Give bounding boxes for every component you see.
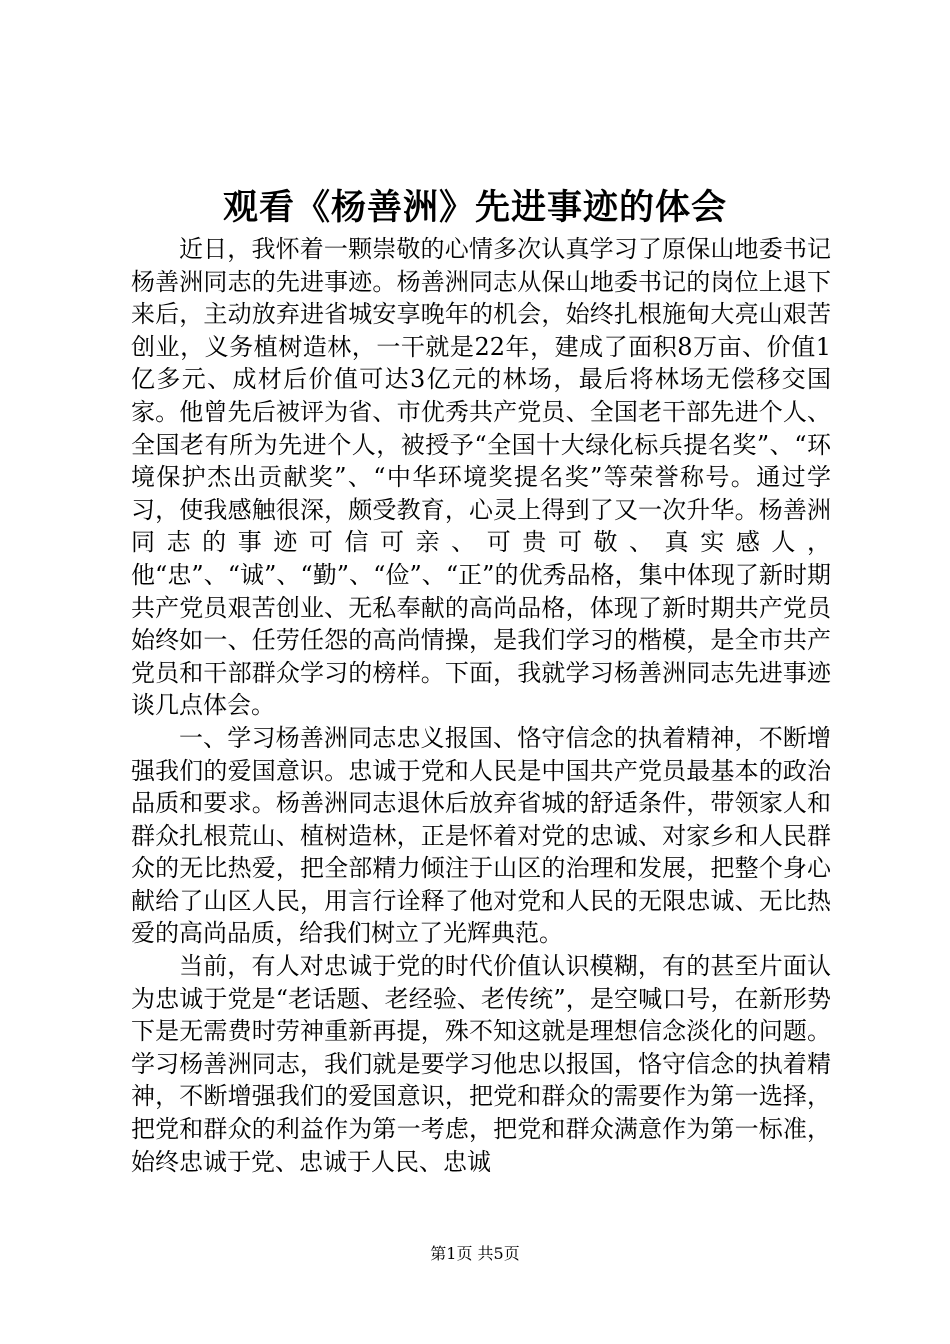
paragraph-point-one: 一、学习杨善洲同志忠义报国、恪守信念的执着精神，不断增强我们的爱国意识。忠诚于党和人民是中国共产党员最基本的政治品质和要求。杨善洲同志退休后放弃省城的舒适条件，带领家人和群众扎根荒山、植树造林，正是怀着对党的忠诚、对家乡和人民群众的无比热爱，把全部精力倾注于山区的治理和发展，把整个身心献给了山区人民，用言行诠释了他对党和人民的无限忠诚、无比热爱的高尚品质，给我们树立了光辉典范。 bbox=[131, 723, 831, 948]
paragraph-current: 当前，有人对忠诚于党的时代价值认识模糊，有的甚至片面认为忠诚于党是“老话题、老经验、老传统”，是空喊口号，在新形势下是无需费时劳神重新再提，殊不知这就是理想信念淡化的问题。学习杨善洲同志，我们就是要学习他忠以报国，恪守信念的执着精神，不断增强我们的爱国意识，把党和群众的需要作为第一选择，把党和群众的利益作为第一考虑，把党和群众满意作为第一标准，始终忠诚于党、忠诚于人民、忠诚 bbox=[131, 952, 831, 1176]
document-title: 观看《杨善洲》先进事迹的体会 bbox=[222, 187, 727, 228]
paragraph-intro: 近日，我怀着一颗崇敬的心情多次认真学习了原保山地委书记杨善洲同志的先进事迹。杨善洲同志从保山地委书记的岗位上退下来后，主动放弃进省城安享晚年的机会，始终扎根施甸大亮山艰苦创业，义务植树造林，一干就是22年，建成了面积8万亩、价值1亿多元、成材后价值可达3亿元的林场，最后将林场无偿移交国家。他曾先后被评为省、市优秀共产党员、全国老干部先进个人、全国老有所为先进个人，被授予“全国十大绿化标兵提名奖”、“环境保护杰出贡献奖”、“中华环境奖提名奖”等荣誉称号。通过学习，使我感触很深，颇受教育，心灵上得到了又一次升华。杨善洲同志的事迹可信可亲、可贵可敬、真实感人，他“忠”、“诚”、“勤”、“俭”、“正”的优秀品格，集中体现了新时期共产党员艰苦创业、无私奉献的高尚品格，体现了新时期共产党员始终如一、任劳任怨的高尚情操，是我们学习的楷模，是全市共产党员和干部群众学习的榜样。下面，我就学习杨善洲同志先进事迹谈几点体会。 bbox=[131, 235, 831, 720]
page-number: 第1页 共5页 bbox=[430, 1244, 520, 1263]
document-body bbox=[131, 233, 831, 1178]
